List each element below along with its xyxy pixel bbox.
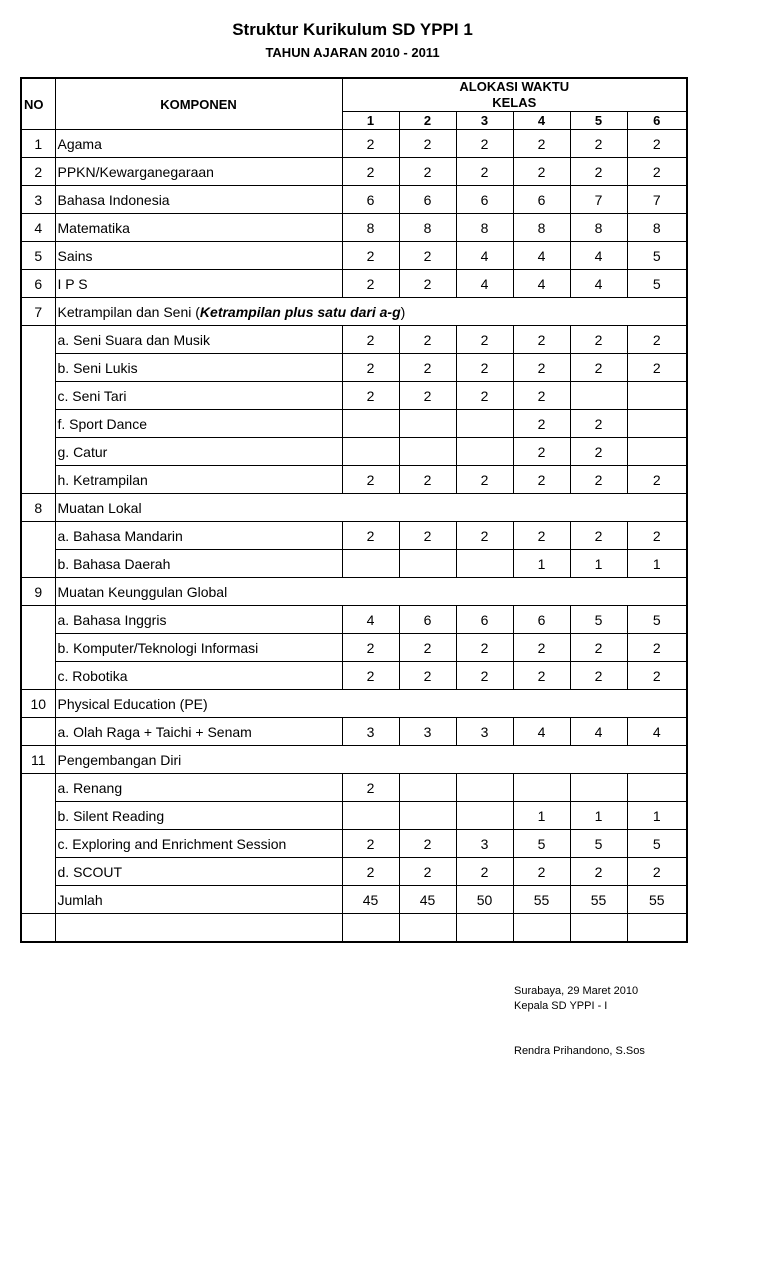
group10-no: 10: [21, 690, 55, 718]
group8-item-no-empty: [21, 550, 55, 578]
group11-item-0-kelas-6: [627, 774, 687, 802]
group10-item-0-kelas-2: 3: [399, 718, 456, 746]
group7-item-no-empty: [21, 410, 55, 438]
row-1-label: Agama: [55, 130, 342, 158]
row-6-kelas-5: 4: [570, 270, 627, 298]
group7-item-2-label: c. Seni Tari: [55, 382, 342, 410]
group7-label-prefix: Ketrampilan dan Seni (: [57, 303, 200, 320]
group8-item-0-kelas-5: 2: [570, 522, 627, 550]
group7-item-no-empty: [21, 354, 55, 382]
group10-item-0-kelas-3: 3: [456, 718, 513, 746]
group7-item-3-kelas-1: [342, 410, 399, 438]
group8-no: 8: [21, 494, 55, 522]
signature-position: Kepala SD YPPI - I: [514, 1000, 608, 1012]
table-row: [21, 438, 687, 466]
group-row: [21, 298, 687, 326]
group11-no: 11: [21, 746, 55, 774]
empty-cell: [627, 914, 687, 942]
group7-item-5-kelas-3: 2: [456, 466, 513, 494]
curriculum-table: [20, 77, 688, 943]
group9-no: 9: [21, 578, 55, 606]
header-alokasi-line1: ALOKASI WAKTU: [459, 79, 570, 94]
group7-item-0-kelas-3: 2: [456, 326, 513, 354]
group7-item-no-empty: [21, 382, 55, 410]
group10-item-0-kelas-6: 4: [627, 718, 687, 746]
group7-item-4-kelas-2: [399, 438, 456, 466]
group11-item-1-kelas-1: [342, 802, 399, 830]
table-row: [21, 382, 687, 410]
row-3-kelas-1: 6: [342, 186, 399, 214]
group11-item-no-empty: [21, 858, 55, 886]
group11-item-3-label: d. SCOUT: [55, 858, 342, 886]
row-4-kelas-5: 8: [570, 214, 627, 242]
group11-item-1-kelas-5: 1: [570, 802, 627, 830]
group9-item-1-kelas-4: 2: [513, 634, 570, 662]
group10-item-0-label: a. Olah Raga + Taichi + Senam: [55, 718, 342, 746]
empty-cell: [570, 914, 627, 942]
group-row: [21, 494, 687, 522]
group9-item-0-kelas-2: 6: [399, 606, 456, 634]
group7-item-0-kelas-4: 2: [513, 326, 570, 354]
group8-item-1-kelas-1: [342, 550, 399, 578]
total-no-empty: [21, 886, 55, 914]
row-6-no: 6: [21, 270, 55, 298]
header-row: [21, 78, 687, 112]
row-6-label: I P S: [55, 270, 342, 298]
group7-item-2-kelas-3: 2: [456, 382, 513, 410]
group11-label: Pengembangan Diri: [55, 746, 687, 774]
empty-cell: [55, 914, 342, 942]
group9-item-0-kelas-1: 4: [342, 606, 399, 634]
group11-item-3-kelas-2: 2: [399, 858, 456, 886]
table-row: [21, 214, 687, 242]
group7-label-emphasis: Ketrampilan plus satu dari a-g: [199, 303, 401, 320]
group11-item-0-kelas-1: 2: [342, 774, 399, 802]
row-2-kelas-5: 2: [570, 158, 627, 186]
row-4-kelas-1: 8: [342, 214, 399, 242]
group8-item-0-kelas-1: 2: [342, 522, 399, 550]
total-label: Jumlah: [55, 886, 342, 914]
group11-item-3-kelas-3: 2: [456, 858, 513, 886]
group8-item-1-kelas-4: 1: [513, 550, 570, 578]
group9-item-0-kelas-6: 5: [627, 606, 687, 634]
row-5-label: Sains: [55, 242, 342, 270]
header-no: NO: [21, 78, 55, 130]
group11-item-0-kelas-3: [456, 774, 513, 802]
table-row: [21, 130, 687, 158]
group11-item-3-kelas-1: 2: [342, 858, 399, 886]
group9-item-1-kelas-2: 2: [399, 634, 456, 662]
group9-item-2-kelas-4: 2: [513, 662, 570, 690]
group8-item-1-label: b. Bahasa Daerah: [55, 550, 342, 578]
row-5-no: 5: [21, 242, 55, 270]
group7-item-0-kelas-6: 2: [627, 326, 687, 354]
table-row: [21, 466, 687, 494]
kelas-5: 5: [570, 112, 627, 130]
row-5-kelas-3: 4: [456, 242, 513, 270]
group7-item-5-label: h. Ketrampilan: [55, 466, 342, 494]
group7-item-3-kelas-5: 2: [570, 410, 627, 438]
group7-item-5-kelas-5: 2: [570, 466, 627, 494]
page-subtitle: TAHUN AJARAN 2010 - 2011: [265, 45, 440, 60]
group9-item-1-kelas-6: 2: [627, 634, 687, 662]
group9-item-1-kelas-3: 2: [456, 634, 513, 662]
group7-item-1-kelas-2: 2: [399, 354, 456, 382]
group7-item-no-empty: [21, 326, 55, 354]
group7-item-2-kelas-5: [570, 382, 627, 410]
row-1-kelas-6: 2: [627, 130, 687, 158]
group11-item-3-kelas-4: 2: [513, 858, 570, 886]
group7-item-no-empty: [21, 466, 55, 494]
row-4-kelas-3: 8: [456, 214, 513, 242]
group8-item-0-kelas-6: 2: [627, 522, 687, 550]
total-row: [21, 886, 687, 914]
group7-item-no-empty: [21, 438, 55, 466]
group11-item-0-kelas-2: [399, 774, 456, 802]
signature-name: Rendra Prihandono, S.Sos: [514, 1045, 645, 1057]
total-kelas-3: 50: [456, 886, 513, 914]
row-3-kelas-3: 6: [456, 186, 513, 214]
row-5-kelas-6: 5: [627, 242, 687, 270]
group11-item-0-kelas-5: [570, 774, 627, 802]
group7-item-1-kelas-1: 2: [342, 354, 399, 382]
group10-item-0-kelas-1: 3: [342, 718, 399, 746]
group10-item-0-kelas-5: 4: [570, 718, 627, 746]
table-row: [21, 718, 687, 746]
group7-item-4-kelas-1: [342, 438, 399, 466]
group11-item-0-label: a. Renang: [55, 774, 342, 802]
table-row: [21, 186, 687, 214]
group9-item-0-label: a. Bahasa Inggris: [55, 606, 342, 634]
group7-item-5-kelas-6: 2: [627, 466, 687, 494]
group7-item-2-kelas-1: 2: [342, 382, 399, 410]
table-row: [21, 326, 687, 354]
header-komponen: KOMPONEN: [55, 78, 342, 130]
group11-item-no-empty: [21, 774, 55, 802]
group7-item-3-kelas-4: 2: [513, 410, 570, 438]
group9-item-2-kelas-1: 2: [342, 662, 399, 690]
group7-item-2-kelas-4: 2: [513, 382, 570, 410]
row-5-kelas-5: 4: [570, 242, 627, 270]
empty-cell: [342, 914, 399, 942]
row-5-kelas-4: 4: [513, 242, 570, 270]
group9-item-2-kelas-6: 2: [627, 662, 687, 690]
row-4-no: 4: [21, 214, 55, 242]
group7-item-3-kelas-2: [399, 410, 456, 438]
row-1-kelas-1: 2: [342, 130, 399, 158]
total-kelas-2: 45: [399, 886, 456, 914]
group11-item-3-kelas-5: 2: [570, 858, 627, 886]
group8-item-1-kelas-5: 1: [570, 550, 627, 578]
row-4-kelas-2: 8: [399, 214, 456, 242]
group-row: [21, 746, 687, 774]
group7-item-3-kelas-3: [456, 410, 513, 438]
group7-item-4-kelas-6: [627, 438, 687, 466]
group9-item-2-kelas-2: 2: [399, 662, 456, 690]
group11-item-2-kelas-2: 2: [399, 830, 456, 858]
row-6-kelas-2: 2: [399, 270, 456, 298]
group9-label: Muatan Keunggulan Global: [55, 578, 687, 606]
empty-cell: [456, 914, 513, 942]
group11-item-2-kelas-1: 2: [342, 830, 399, 858]
group9-item-0-kelas-4: 6: [513, 606, 570, 634]
group9-item-0-kelas-5: 5: [570, 606, 627, 634]
table-row: [21, 270, 687, 298]
group7-item-5-kelas-2: 2: [399, 466, 456, 494]
row-6-kelas-6: 5: [627, 270, 687, 298]
group10-item-0-kelas-4: 4: [513, 718, 570, 746]
empty-cell: [399, 914, 456, 942]
group11-item-2-kelas-6: 5: [627, 830, 687, 858]
row-2-no: 2: [21, 158, 55, 186]
group8-item-1-kelas-3: [456, 550, 513, 578]
group7-item-2-kelas-2: 2: [399, 382, 456, 410]
row-3-kelas-5: 7: [570, 186, 627, 214]
group7-item-4-kelas-3: [456, 438, 513, 466]
group11-item-1-kelas-3: [456, 802, 513, 830]
group8-item-0-label: a. Bahasa Mandarin: [55, 522, 342, 550]
group7-item-4-label: g. Catur: [55, 438, 342, 466]
group9-item-0-kelas-3: 6: [456, 606, 513, 634]
table-row: [21, 550, 687, 578]
group11-item-no-empty: [21, 830, 55, 858]
row-2-kelas-1: 2: [342, 158, 399, 186]
group11-item-no-empty: [21, 802, 55, 830]
group-row: [21, 578, 687, 606]
group7-item-0-kelas-5: 2: [570, 326, 627, 354]
group11-item-2-kelas-5: 5: [570, 830, 627, 858]
group8-item-0-kelas-2: 2: [399, 522, 456, 550]
row-3-kelas-2: 6: [399, 186, 456, 214]
row-4-label: Matematika: [55, 214, 342, 242]
table-row: [21, 662, 687, 690]
row-5-kelas-1: 2: [342, 242, 399, 270]
row-3-kelas-6: 7: [627, 186, 687, 214]
group9-item-2-label: c. Robotika: [55, 662, 342, 690]
kelas-1: 1: [342, 112, 399, 130]
row-3-kelas-4: 6: [513, 186, 570, 214]
header-alokasi-line2: KELAS: [492, 95, 537, 110]
row-1-kelas-2: 2: [399, 130, 456, 158]
group7-item-4-kelas-5: 2: [570, 438, 627, 466]
empty-cell: [513, 914, 570, 942]
row-2-kelas-6: 2: [627, 158, 687, 186]
row-1-kelas-5: 2: [570, 130, 627, 158]
table-row: [21, 606, 687, 634]
kelas-6: 6: [627, 112, 687, 130]
row-4-kelas-6: 8: [627, 214, 687, 242]
row-6-kelas-3: 4: [456, 270, 513, 298]
group7-item-5-kelas-4: 2: [513, 466, 570, 494]
row-6-kelas-4: 4: [513, 270, 570, 298]
group9-item-1-kelas-1: 2: [342, 634, 399, 662]
group8-item-1-kelas-2: [399, 550, 456, 578]
row-4-kelas-4: 8: [513, 214, 570, 242]
row-1-no: 1: [21, 130, 55, 158]
table-row: [21, 634, 687, 662]
group9-item-no-empty: [21, 606, 55, 634]
group9-item-2-kelas-5: 2: [570, 662, 627, 690]
kelas-4: 4: [513, 112, 570, 130]
kelas-2: 2: [399, 112, 456, 130]
group8-item-0-kelas-4: 2: [513, 522, 570, 550]
group7-item-3-label: f. Sport Dance: [55, 410, 342, 438]
group11-item-1-kelas-4: 1: [513, 802, 570, 830]
group7-label-suffix: ): [400, 303, 406, 320]
row-1-kelas-3: 2: [456, 130, 513, 158]
signature-place-date: Surabaya, 29 Maret 2010: [514, 985, 639, 997]
group8-item-0-kelas-3: 2: [456, 522, 513, 550]
group7-item-0-label: a. Seni Suara dan Musik: [55, 326, 342, 354]
table-row: [21, 522, 687, 550]
page-title: Struktur Kurikulum SD YPPI 1: [232, 20, 473, 39]
group8-label: Muatan Lokal: [55, 494, 687, 522]
group7-item-1-kelas-4: 2: [513, 354, 570, 382]
row-2-kelas-2: 2: [399, 158, 456, 186]
table-row: [21, 774, 687, 802]
kelas-3: 3: [456, 112, 513, 130]
group11-item-3-kelas-6: 2: [627, 858, 687, 886]
table-row: [21, 242, 687, 270]
table-row: [21, 858, 687, 886]
row-3-no: 3: [21, 186, 55, 214]
row-1-kelas-4: 2: [513, 130, 570, 158]
empty-row: [21, 914, 687, 942]
group11-item-0-kelas-4: [513, 774, 570, 802]
group9-item-2-kelas-3: 2: [456, 662, 513, 690]
row-2-label: PPKN/Kewarganegaraan: [55, 158, 342, 186]
group11-item-2-kelas-4: 5: [513, 830, 570, 858]
group11-item-1-kelas-2: [399, 802, 456, 830]
group8-item-1-kelas-6: 1: [627, 550, 687, 578]
group7-item-1-kelas-3: 2: [456, 354, 513, 382]
group9-item-1-kelas-5: 2: [570, 634, 627, 662]
group7-item-2-kelas-6: [627, 382, 687, 410]
group11-item-1-label: b. Silent Reading: [55, 802, 342, 830]
table-row: [21, 354, 687, 382]
header-alokasi: [342, 78, 687, 112]
group-row: [21, 690, 687, 718]
group7-item-1-kelas-5: 2: [570, 354, 627, 382]
total-kelas-6: 55: [627, 886, 687, 914]
row-5-kelas-2: 2: [399, 242, 456, 270]
group7-label: [55, 298, 687, 326]
group9-item-1-label: b. Komputer/Teknologi Informasi: [55, 634, 342, 662]
group9-item-no-empty: [21, 662, 55, 690]
empty-cell: [21, 914, 55, 942]
table-row: [21, 802, 687, 830]
row-6-kelas-1: 2: [342, 270, 399, 298]
total-kelas-4: 55: [513, 886, 570, 914]
table-row: [21, 830, 687, 858]
total-kelas-5: 55: [570, 886, 627, 914]
group7-item-1-kelas-6: 2: [627, 354, 687, 382]
group7-item-4-kelas-4: 2: [513, 438, 570, 466]
group9-item-no-empty: [21, 634, 55, 662]
group7-item-5-kelas-1: 2: [342, 466, 399, 494]
total-kelas-1: 45: [342, 886, 399, 914]
group7-item-3-kelas-6: [627, 410, 687, 438]
row-3-label: Bahasa Indonesia: [55, 186, 342, 214]
group11-item-2-label: c. Exploring and Enrichment Session: [55, 830, 342, 858]
group8-item-no-empty: [21, 522, 55, 550]
group10-label: Physical Education (PE): [55, 690, 687, 718]
group11-item-2-kelas-3: 3: [456, 830, 513, 858]
table-row: [21, 158, 687, 186]
group11-item-1-kelas-6: 1: [627, 802, 687, 830]
group7-no: 7: [21, 298, 55, 326]
row-2-kelas-3: 2: [456, 158, 513, 186]
group10-item-no-empty: [21, 718, 55, 746]
group7-item-0-kelas-1: 2: [342, 326, 399, 354]
row-2-kelas-4: 2: [513, 158, 570, 186]
group7-item-1-label: b. Seni Lukis: [55, 354, 342, 382]
table-row: [21, 410, 687, 438]
group7-item-0-kelas-2: 2: [399, 326, 456, 354]
